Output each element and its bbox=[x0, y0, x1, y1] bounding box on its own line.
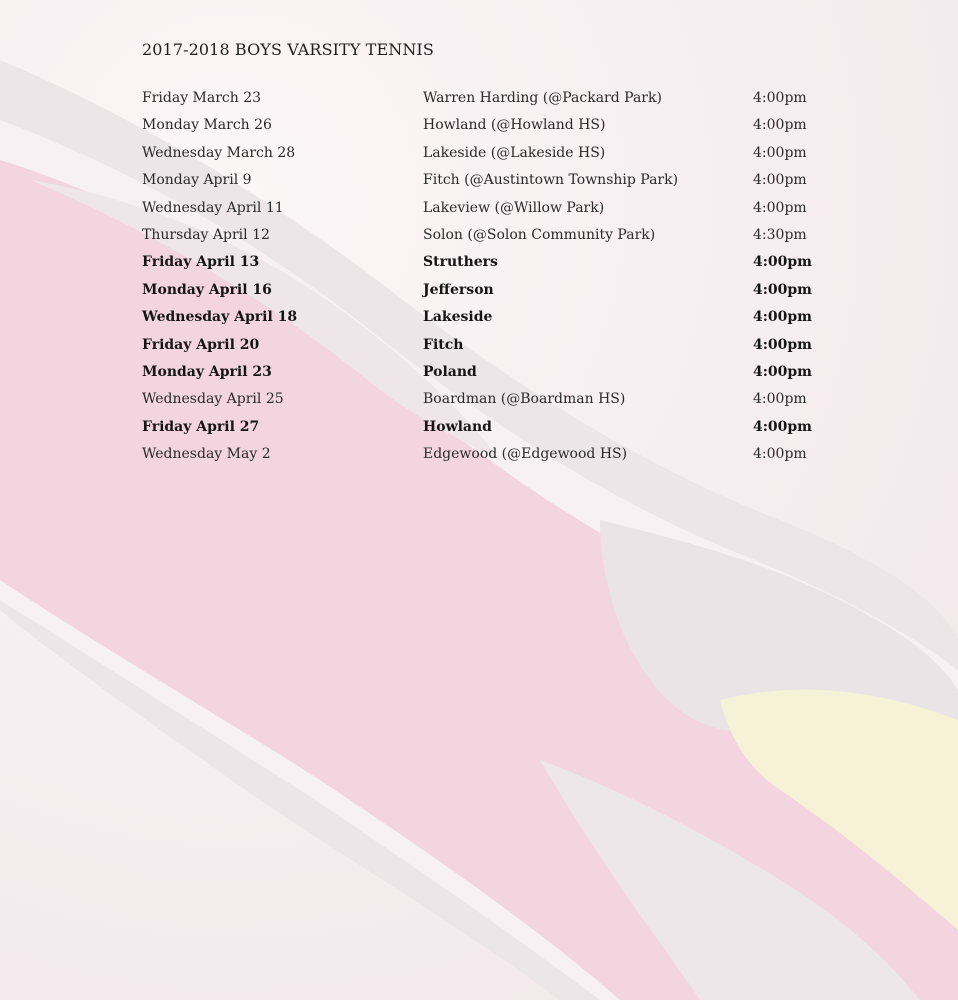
match-date: Wednesday April 25 bbox=[142, 391, 284, 408]
match-opponent: Edgewood (@Edgewood HS) bbox=[423, 446, 628, 463]
match-opponent: Warren Harding (@Packard Park) bbox=[423, 90, 662, 106]
schedule-row bbox=[142, 444, 842, 471]
document-title: 2017-2018 BOYS VARSITY TENNIS bbox=[142, 40, 434, 59]
match-opponent: Lakeside (@Lakeside HS) bbox=[423, 144, 606, 161]
match-date: Wednesday March 28 bbox=[142, 144, 296, 161]
match-opponent: Struthers bbox=[423, 254, 498, 271]
match-date: Monday April 16 bbox=[142, 281, 272, 298]
schedule-table bbox=[142, 88, 842, 471]
schedule-row bbox=[142, 335, 842, 362]
match-opponent: Lakeview (@Willow Park) bbox=[423, 199, 605, 216]
match-time: 4:00pm bbox=[753, 199, 807, 216]
match-time: 4:00pm bbox=[753, 391, 807, 408]
match-opponent: Poland bbox=[423, 363, 477, 380]
match-time: 4:00pm bbox=[753, 309, 812, 326]
match-opponent: Howland bbox=[423, 418, 492, 435]
match-time: 4:00pm bbox=[753, 446, 807, 463]
schedule-row bbox=[142, 225, 842, 252]
match-opponent: Jefferson bbox=[423, 281, 494, 298]
match-time: 4:00pm bbox=[753, 144, 807, 161]
match-time: 4:00pm bbox=[753, 418, 812, 435]
match-time: 4:00pm bbox=[753, 363, 812, 380]
match-time: 4:00pm bbox=[753, 336, 812, 353]
match-time: 4:00pm bbox=[753, 172, 807, 189]
match-opponent: Howland (@Howland HS) bbox=[423, 117, 606, 134]
match-date: Monday April 23 bbox=[142, 363, 272, 380]
match-date: Wednesday April 11 bbox=[142, 199, 284, 216]
schedule-row bbox=[142, 362, 842, 389]
schedule-row bbox=[142, 115, 842, 142]
match-date: Monday March 26 bbox=[142, 117, 272, 134]
schedule-row bbox=[142, 280, 842, 307]
schedule-row bbox=[142, 143, 842, 170]
match-opponent: Solon (@Solon Community Park) bbox=[423, 226, 656, 243]
schedule-row bbox=[142, 389, 842, 416]
match-time: 4:00pm bbox=[753, 90, 807, 106]
match-time: 4:00pm bbox=[753, 254, 812, 271]
match-opponent: Boardman (@Boardman HS) bbox=[423, 391, 626, 408]
match-date: Friday March 23 bbox=[142, 90, 262, 106]
match-time: 4:00pm bbox=[753, 117, 807, 134]
match-time: 4:00pm bbox=[753, 281, 812, 298]
match-date: Friday April 20 bbox=[142, 336, 260, 353]
match-date: Friday April 13 bbox=[142, 254, 260, 271]
match-date: Thursday April 12 bbox=[142, 226, 270, 243]
match-opponent: Fitch (@Austintown Township Park) bbox=[423, 172, 679, 189]
schedule-row bbox=[142, 198, 842, 225]
match-opponent: Lakeside bbox=[423, 309, 493, 326]
match-date: Friday April 27 bbox=[142, 418, 260, 435]
match-date: Monday April 9 bbox=[142, 172, 252, 189]
match-date: Wednesday May 2 bbox=[142, 446, 271, 463]
schedule-row bbox=[142, 170, 842, 197]
schedule-row bbox=[142, 417, 842, 444]
schedule-row bbox=[142, 307, 842, 334]
match-time: 4:30pm bbox=[753, 226, 807, 243]
match-date: Wednesday April 18 bbox=[142, 309, 298, 326]
match-opponent: Fitch bbox=[423, 336, 464, 353]
schedule-row bbox=[142, 88, 842, 115]
schedule-row bbox=[142, 252, 842, 279]
